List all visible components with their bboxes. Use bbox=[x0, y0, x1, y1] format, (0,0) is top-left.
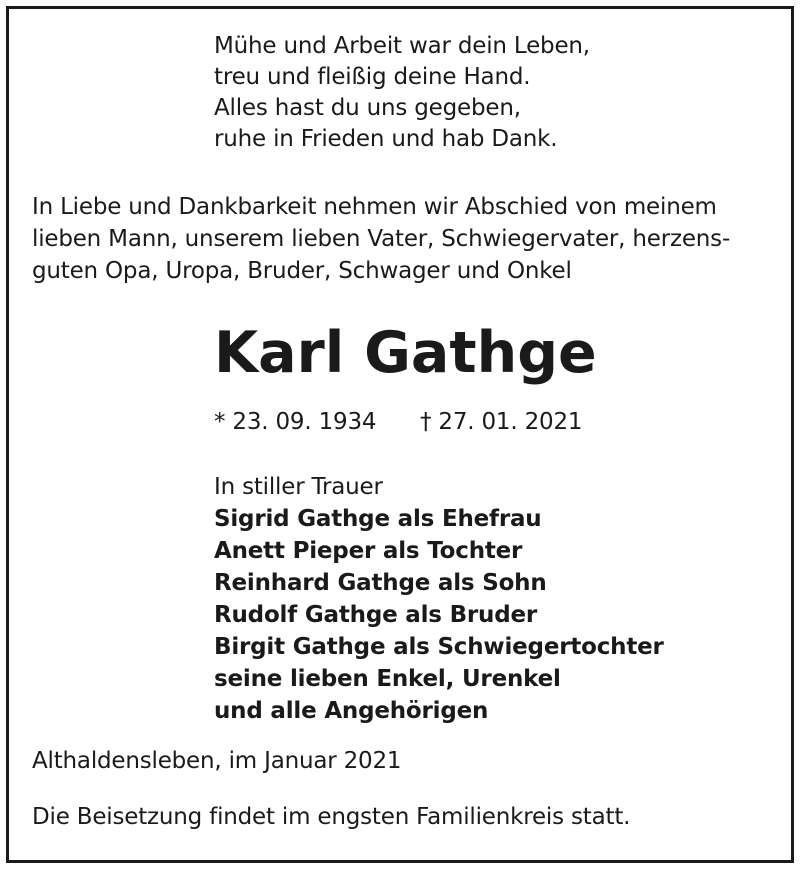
mourner-2: Anett Pieper als Tochter bbox=[214, 538, 523, 564]
poem-line-3: Alles hast du uns gegeben, bbox=[214, 95, 521, 121]
mourner-7: und alle Angehörigen bbox=[214, 698, 489, 724]
birth-date: * 23. 09. 1934 bbox=[214, 409, 377, 435]
poem-line-4: ruhe in Frieden und hab Dank. bbox=[214, 126, 558, 152]
mourner-5: Birgit Gathge als Schwiegertochter bbox=[214, 634, 664, 660]
place-date: Althaldensleben, im Januar 2021 bbox=[32, 748, 402, 774]
death-date: † 27. 01. 2021 bbox=[420, 409, 583, 435]
mourners-heading: In stiller Trauer bbox=[214, 474, 383, 500]
burial-note: Die Beisetzung findet im engsten Familienkreis statt. bbox=[32, 804, 631, 830]
mourner-1: Sigrid Gathge als Ehefrau bbox=[214, 506, 542, 532]
deceased-name: Karl Gathge bbox=[214, 320, 597, 386]
mourner-4: Rudolf Gathge als Bruder bbox=[214, 602, 538, 628]
intro-line-3: guten Opa, Uropa, Bruder, Schwager und Onkel bbox=[32, 258, 572, 284]
mourner-3: Reinhard Gathge als Sohn bbox=[214, 570, 547, 596]
intro-line-1: In Liebe und Dankbarkeit nehmen wir Abschied von meinem bbox=[32, 194, 717, 220]
mourner-6: seine lieben Enkel, Urenkel bbox=[214, 666, 561, 692]
poem-line-1: Mühe und Arbeit war dein Leben, bbox=[214, 33, 590, 59]
intro-line-2: lieben Mann, unserem lieben Vater, Schwiegervater, herzens- bbox=[32, 226, 731, 252]
poem-line-2: treu und fleißig deine Hand. bbox=[214, 64, 531, 90]
